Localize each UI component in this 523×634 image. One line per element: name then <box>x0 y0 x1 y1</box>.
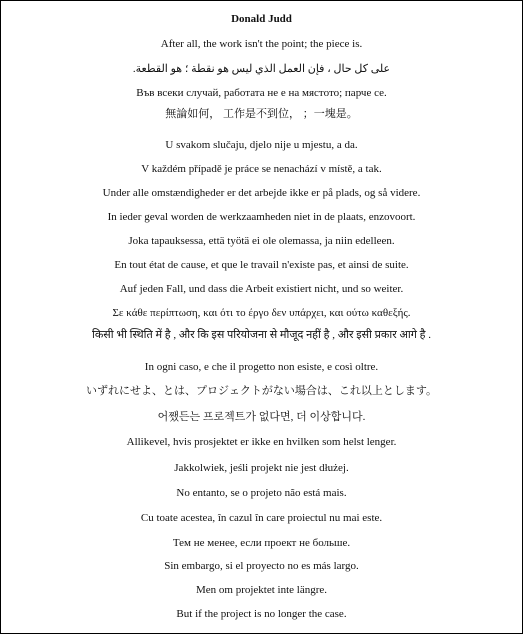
line-croatian: U svakom slučaju, djelo nije u mjestu, a da. <box>165 139 358 151</box>
line-romanian: Cu toate acestea, în cazul în care proiectul nu mai este. <box>140 512 383 524</box>
line-spanish: Sin embargo, si el proyecto no es más largo. <box>164 560 359 572</box>
line-german: Auf jeden Fall, und dass die Arbeit existiert nicht, und so weiter. <box>119 283 404 295</box>
line-portuguese: No entanto, se o projeto não está mais. <box>176 487 347 499</box>
line-chinese: 無論如何， 工作是不到位， ；一塊是。 <box>165 108 358 120</box>
line-japanese: いずれにせよ、とは、プロジェクトがない場合は、これ以上とします。 <box>86 385 437 397</box>
line-finnish: Joka tapauksessa, että työtä ei ole olemassa, ja niin edelleen. <box>128 235 395 247</box>
line-italian: In ogni caso, e che il progetto non esiste, e così oltre. <box>144 361 379 373</box>
line-english-1: After all, the work isn't the point; the piece is. <box>160 38 363 50</box>
line-russian: Тем не менее, если проект не больше. <box>172 537 351 549</box>
document-title: Donald Judd <box>231 13 292 25</box>
line-czech: V každém případě je práce se nenachází v místě, a tak. <box>141 163 382 175</box>
line-swedish: Men om projektet inte längre. <box>195 584 328 596</box>
line-polish: Jakkolwiek, jeśli projekt nie jest dłużej. <box>174 462 349 474</box>
line-dutch: In ieder geval worden de werkzaamheden niet in de plaats, enzovoort. <box>107 211 416 223</box>
line-hindi: किसी भी स्थिति में है , और कि इस परियोजना से मौजूद नहीं है , और इसी प्रकार आगे है . <box>92 329 431 341</box>
line-bulgarian: Във всеки случай, работата не е на мястото; парче се. <box>136 87 387 99</box>
line-english-2: But if the project is no longer the case. <box>176 608 347 620</box>
line-greek: Σε κάθε περίπτωση, και ότι το έργο δεν υπάρχει, και ούτω καθεξής. <box>112 307 411 319</box>
line-french: En tout état de cause, et que le travail n'existe pas, et ainsi de suite. <box>114 259 409 271</box>
line-arabic: على كل حال ، فإن العمل الذي ليس هو نقطة ؛ هو القطعة. <box>132 63 391 75</box>
line-norwegian: Allikevel, hvis prosjektet er ikke en hvilken som helst lenger. <box>126 436 397 448</box>
line-korean: 어쨌든는 프로젝트가 없다면, 더 이상합니다. <box>157 411 366 423</box>
line-danish: Under alle omstændigheder er det arbejde ikke er på plads, og så videre. <box>102 187 421 199</box>
